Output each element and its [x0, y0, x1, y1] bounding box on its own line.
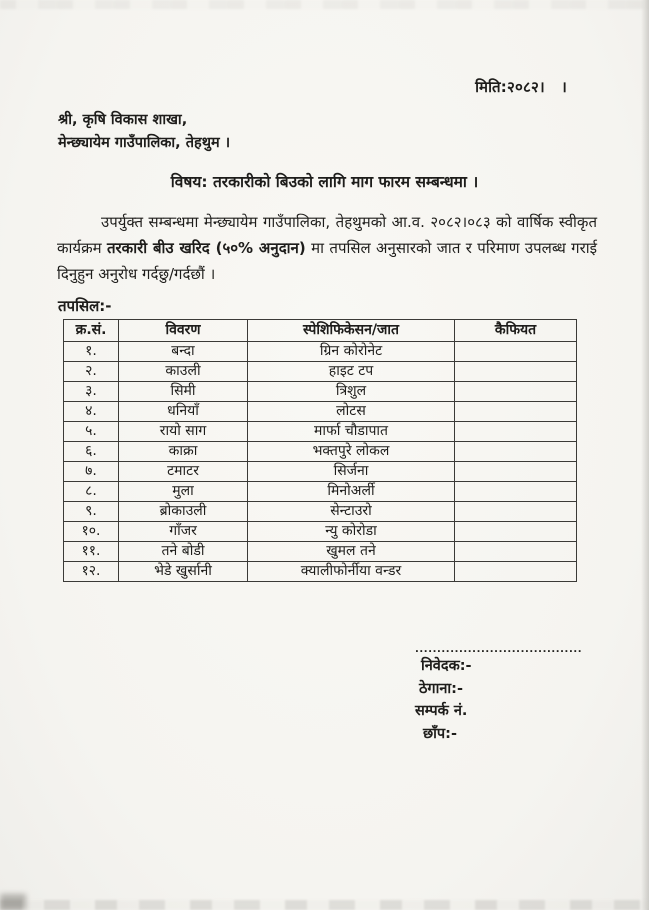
- table-row: [64, 502, 577, 522]
- table-cell: २.: [64, 362, 119, 382]
- body-text-part2: मा तपसिल अनुसारको जात र परिमाण उपलब्ध गराई दिनुहुन अनुरोध गर्दछु/गर्दछौं ।: [57, 239, 598, 283]
- table-cell: मिनोअर्ली: [248, 482, 455, 502]
- table-cell: १२.: [64, 562, 119, 582]
- addressee-block: [58, 109, 230, 155]
- table-cell: त्रिशुल: [248, 382, 455, 402]
- signature-contact-number-label: सम्पर्क नं.: [415, 703, 468, 719]
- table-cell: [455, 522, 577, 542]
- table-cell: गाँजर: [119, 522, 248, 542]
- table-label: तपसिल:-: [58, 297, 112, 315]
- table-cell: भेडे खुर्सानी: [119, 562, 248, 582]
- table-row: [64, 462, 577, 482]
- table-cell: क्यालीफोर्नीया वन्डर: [248, 562, 455, 582]
- table-cell: १०.: [64, 522, 119, 542]
- table-cell: [455, 542, 577, 562]
- table-header-row: [64, 320, 577, 342]
- table-cell: ब्रोकाउली: [119, 502, 248, 522]
- table-row: [64, 362, 577, 382]
- signature-block: [415, 645, 582, 745]
- table-cell: [455, 442, 577, 462]
- table-cell: रायो साग: [119, 422, 248, 442]
- body-text-bold-phrase: तरकारी बीउ खरिद (५०% अनुदान): [107, 239, 306, 257]
- table-cell: [455, 422, 577, 442]
- table-cell: [455, 462, 577, 482]
- table-cell: ९.: [64, 502, 119, 522]
- table-cell: ११.: [64, 542, 119, 562]
- table-row: [64, 402, 577, 422]
- table-cell: १.: [64, 342, 119, 362]
- table-row: [64, 482, 577, 502]
- table-cell: टमाटर: [119, 462, 248, 482]
- table-cell: ग्रिन कोरोनेट: [248, 342, 455, 362]
- table-cell: भक्तपुरे लोकल: [248, 442, 455, 462]
- table-cell: खुमल तने: [248, 542, 455, 562]
- table-body: [64, 342, 577, 582]
- table-cell: [455, 342, 577, 362]
- addressee-line-1: श्री, कृषि विकास शाखा,: [58, 112, 188, 128]
- table-cell: धनियाँ: [119, 402, 248, 422]
- table-cell: तने बोडी: [119, 542, 248, 562]
- table-cell: मार्फा चौडापात: [248, 422, 455, 442]
- date-line: मिति:२०८२। ।: [475, 78, 567, 96]
- scan-artifact-bottom: [0, 900, 649, 910]
- table-row: [64, 542, 577, 562]
- table-cell: सिमी: [119, 382, 248, 402]
- table-cell: सेन्टाउरो: [248, 502, 455, 522]
- header-description: विवरण: [119, 320, 248, 342]
- header-specification-variety: स्पेशिफिकेसन/जात: [248, 320, 455, 342]
- table-cell: [455, 402, 577, 422]
- header-serial-number: क्र.सं.: [64, 320, 119, 342]
- table-cell: ४.: [64, 402, 119, 422]
- scan-artifact-right: [641, 0, 649, 910]
- table-cell: [455, 502, 577, 522]
- table-cell: ५.: [64, 422, 119, 442]
- table-cell: [455, 562, 577, 582]
- signature-lines: [415, 655, 582, 745]
- table-cell: ८.: [64, 482, 119, 502]
- table-cell: सिर्जना: [248, 462, 455, 482]
- scan-artifact-corner: [0, 894, 26, 910]
- table-cell: न्यु कोरोडा: [248, 522, 455, 542]
- table-cell: काउली: [119, 362, 248, 382]
- signature-address-label: ठेगाना:-: [419, 680, 463, 697]
- signature-stamp-label: छाँप:-: [423, 725, 457, 742]
- table-row: [64, 382, 577, 402]
- addressee-line-2: मेन्छ्यायेम गाउँपालिका, तेहथुम ।: [58, 135, 231, 151]
- table-cell: बन्दा: [119, 342, 248, 362]
- seed-details-table: [63, 319, 577, 582]
- table-cell: ६.: [64, 442, 119, 462]
- scan-artifact-top: [0, 0, 649, 9]
- body-text-part1: उपर्युक्त सम्बन्धमा मेन्छ्यायेम गाउँपालिका, तेहथुमको आ.व. २०८२।०८३ को वार्षिक स्वीकृत कार्यक्रम: [57, 213, 597, 257]
- table-row: [64, 522, 577, 542]
- table-row: [64, 342, 577, 362]
- body-paragraph: [57, 209, 597, 287]
- table-cell: काक्रा: [119, 442, 248, 462]
- subject-line: विषय: तरकारीको बिउको लागि माग फारम सम्बन्धमा ।: [170, 173, 479, 191]
- table-cell: हाइट टप: [248, 362, 455, 382]
- header-remarks: कैफियत: [455, 320, 577, 342]
- table-cell: [455, 362, 577, 382]
- signature-dotted-line: ......................................: [415, 644, 583, 655]
- table-cell: लोटस: [248, 402, 455, 422]
- table-cell: [455, 482, 577, 502]
- table-row: [64, 442, 577, 462]
- table-cell: ७.: [64, 462, 119, 482]
- table-cell: मुला: [119, 482, 248, 502]
- table-cell: [455, 382, 577, 402]
- table-cell: ३.: [64, 382, 119, 402]
- table-row: [64, 422, 577, 442]
- signature-applicant-label: निवेदक:-: [421, 658, 472, 674]
- table-row: [64, 562, 577, 582]
